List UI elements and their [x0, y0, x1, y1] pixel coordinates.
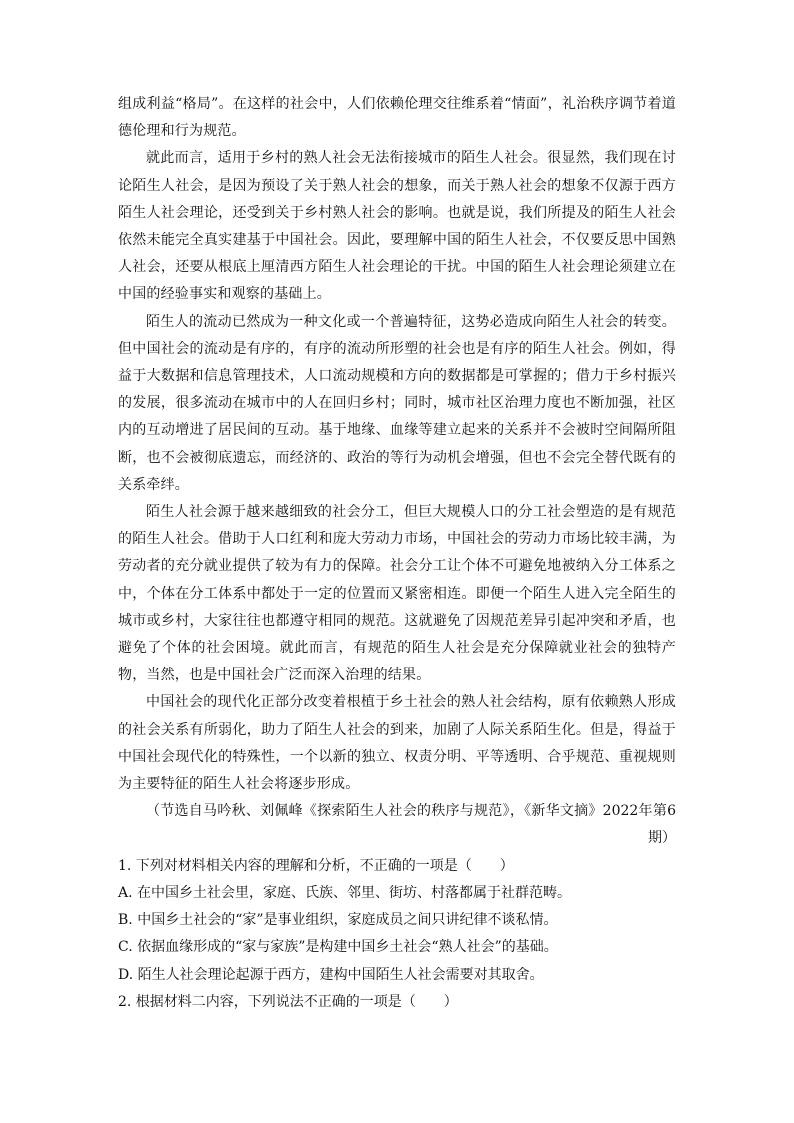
paragraph-2: 就此而言，适用于乡村的熟人社会无法衔接城市的陌生人社会。很显然，我们现在讨论陌生人社会，是因为预设了关于熟人社会的想象，而关于熟人社会的想象不仅源于西方陌生人社会理论，还受到关于乡村熟人社会的影响。也就是说，我们所提及的陌生人社会依然未能完全真实建基于中国社会。因此，要理解中国的陌生人社会，不仅要反思中国熟人社会，还要从根底上厘清西方陌生人社会理论的干扰。中国的陌生人社会理论须建立在中国的经验事实和观察的基础上。	[118, 150, 676, 303]
question-1-stem: 1. 下列对材料相关内容的理解和分析，不正确的一项是（ ）	[118, 857, 514, 874]
paragraph-5: 中国社会的现代化正部分改变着根植于乡土社会的熟人社会结构，原有依赖熟人形成的社会关系有所弱化，助力了陌生人社会的到来，加剧了人际关系陌生化。但是，得益于中国社会现代化的特殊性，一个以新的独立、权责分明、平等透明、合乎规范、重视规则为主要特征的陌生人社会将逐步形成。	[118, 694, 676, 793]
question-1-option-d: D. 陌生人社会理论起源于西方，建构中国陌生人社会需要对其取舍。	[118, 966, 544, 983]
paragraph-4: 陌生人社会源于越来越细致的社会分工，但巨大规模人口的分工社会塑造的是有规范的陌生人社会。借助于人口红利和庞大劳动力市场，中国社会的劳动力市场比较丰满，为劳动者的充分就业提供了较为有力的保障。社会分工让个体不可避免地被纳入分工体系之中，个体在分工体系中都处于一定的位置而又紧密相连。即便一个陌生人进入完全陌生的城市或乡村，大家往往也都遵守相同的规范。这就避免了因规范差异引起冲突和矛盾，也避免了个体的社会困境。就此而言，有规范的陌生人社会是充分保障就业社会的独特产物，当然，也是中国社会广泛而深入治理的结果。	[118, 504, 676, 684]
question-1-option-c: C. 依据血缘形成的“家与家族”是构建中国乡土社会“熟人社会”的基础。	[118, 939, 558, 956]
source-citation: （节选自马吟秋、刘佩峰《探索陌生人社会的秩序与规范》，《新华文摘》2022年第6期）	[146, 803, 676, 847]
question-1-option-b: B. 中国乡土社会的“家”是事业组织，家庭成员之间只讲纪律不谈私情。	[118, 912, 558, 929]
paragraph-3: 陌生人的流动已然成为一种文化或一个普遍特征，这势必造成向陌生人社会的转变。但中国社会的流动是有序的，有序的流动所形塑的社会也是有序的陌生人社会。例如，得益于大数据和信息管理技术，人口流动规模和方向的数据都是可掌握的；借力于乡村振兴的发展，很多流动在城市中的人在回归乡村；同时，城市社区治理力度也不断加强，社区内的互动增进了居民间的互动。基于地缘、血缘等建立起来的关系并不会被时空间隔所阻断，也不会被彻底遗忘，而经济的、政治的等行为动机会增强，但也不会完全替代既有的关系牵绊。	[118, 313, 676, 493]
question-2-stem: 2. 根据材料二内容，下列说法不正确的一项是（ ）	[118, 993, 458, 1010]
article-body	[118, 91, 676, 1016]
paragraph-1: 组成利益“格局”。在这样的社会中，人们依赖伦理交往维系着“情面”，礼治秩序调节着道德伦理和行为规范。	[118, 96, 676, 140]
question-1-option-a: A. 在中国乡土社会里，家庭、氏族、邻里、街坊、村落都属于社群范畴。	[118, 884, 572, 901]
